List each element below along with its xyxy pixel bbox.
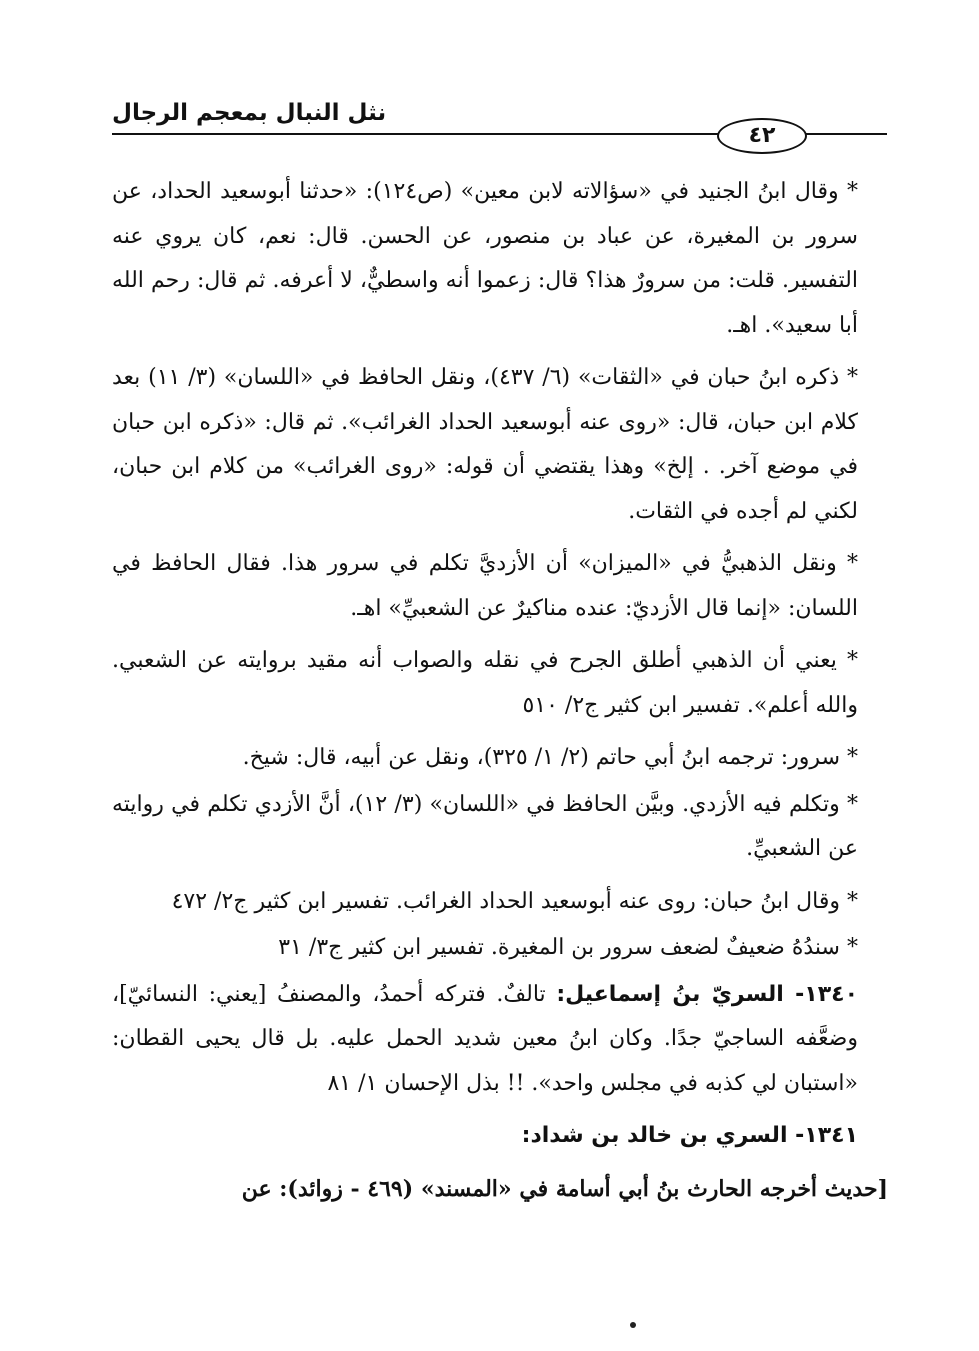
paragraph: * يعني أن الذهبي أطلق الجرح في نقله والصواب أنه مقيد بروايته عن الشعبي. والله أعلم». تفسير ابن كثير ج٢/ ٥١٠	[112, 648, 858, 718]
paragraph: * ذكره ابنُ حبان في «الثقات» (٦/ ٤٣٧)، ونقل الحافظ في «اللسان» (٣/ ١١) بعد كلام ابن حبان، قال: «روى عنه أبوسعيد الحداد الغرائب». ثم قال: «ذكره ابن حبان في موضع آخر. . إلخ» وهذا يقتضي أن قوله: «روى الغرائب» من كلام ابن حبان، لكني لم أجده في الثقات.	[112, 365, 858, 524]
entry-1340-text: تالفٌ. فتركه أحمدُ، والمصنفُ [يعني: النسائيّ]، وضعَّفه الساجيّ جدًا. وكان ابنُ معين شديد الحمل عليه. بل قال يحيى القطان: «استبان لي كذبه في مجلس واحد». !! بذل الإحسان ١/ ٨١	[112, 981, 858, 1096]
entry-1340	[112, 973, 888, 1107]
paragraph: * سرور: ترجمه ابنُ أبي حاتم (٢/ ١/ ٣٢٥)، ونقل عن أبيه، قال: شيخ.	[242, 745, 858, 770]
paragraph: * وقال ابنُ حبان: روى عنه أبوسعيد الحداد الغرائب. تفسير ابن كثير ج٢/ ٤٧٢	[171, 888, 858, 914]
running-title: نثل النبال بمعجم الرجال	[112, 100, 387, 126]
page-header	[0, 0, 979, 160]
paragraph: * ونقل الذهبيُّ في «الميزان» أن الأزديَّ تكلم في سرور هذا. فقال الحافظ في اللسان: «إنما قال الأزديّ: عنده مناكيرٌ عن الشعبيِّ» اهـ.	[112, 551, 858, 621]
entry-1341-heading: ١٣٤١- السري بن خالد بن شداد:	[521, 1123, 858, 1148]
page-body	[112, 170, 888, 1219]
page-number: ٤٢	[717, 118, 807, 154]
footer-mark	[630, 1322, 636, 1328]
entry-1341-text: [حديث أخرجه الحارث بنُ أبي أسامة في «المسند» (٤٦٩ - زوائد): عن	[241, 1175, 888, 1202]
paragraph: * سندُهُ ضعيفٌ لضعف سرور بن المغيرة. تفسير ابن كثير ج٣/ ٣١	[278, 935, 858, 960]
entry-1340-heading: ١٣٤٠- السريّ بنُ إسماعيل:	[556, 981, 858, 1007]
paragraph: * وتكلم فيه الأزدي. وبيَّن الحافظ في «اللسان» (٣/ ١٢)، أنَّ الأزدي تكلم في روايته عن الشعبيِّ.	[112, 791, 859, 861]
paragraph: * وقال ابنُ الجنيد في «سؤالاته لابن معين» (ص١٢٤): «حدثنا أبوسعيد الحداد، عن سرور بن المغيرة، عن عباد بن منصور، عن الحسن. قال: نعم، كان يروي عنه التفسير. قلت: من سرورٌ هذا؟ قال: زعموا أنه واسطيٌّ، لا أعرفه. ثم قال: رحم الله أبا سعيد». اهـ.	[112, 179, 858, 338]
